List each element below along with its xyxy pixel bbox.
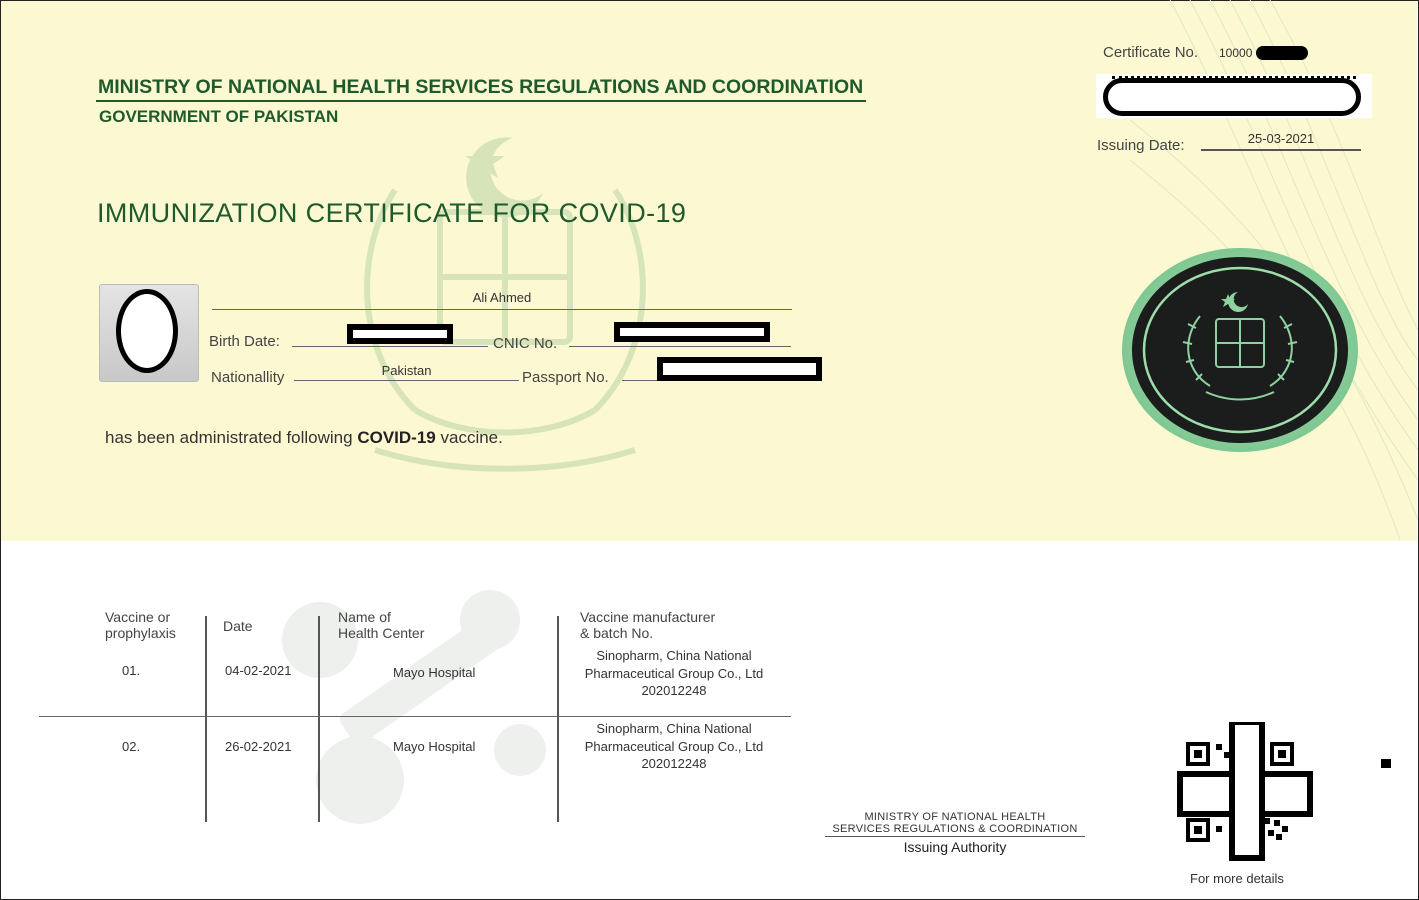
qr-code[interactable] xyxy=(1166,722,1314,862)
barcode-redaction xyxy=(1103,78,1361,116)
table-divider-2 xyxy=(318,616,320,822)
header-health-center xyxy=(338,609,424,641)
row2-dose: 02. xyxy=(122,739,141,754)
nationality-underline xyxy=(294,380,519,381)
header-vaccine-line2: prophylaxis xyxy=(105,625,176,641)
row2-manufacturer-line1: Sinopharm, China National xyxy=(596,721,752,736)
header-vaccine xyxy=(105,609,176,641)
row2-date: 26-02-2021 xyxy=(225,739,292,754)
row1-date: 04-02-2021 xyxy=(225,663,292,678)
row1-manufacturer-line1: Sinopharm, China National xyxy=(596,648,752,663)
header-manufacturer-line2: & batch No. xyxy=(580,625,654,641)
ministry-seal xyxy=(1120,246,1360,456)
birth-date-redaction xyxy=(347,324,453,344)
certificate-number-value: 10000 xyxy=(1219,46,1253,60)
cnic-underline xyxy=(569,346,791,347)
row1-dose: 01. xyxy=(122,663,141,678)
holder-photo xyxy=(99,284,199,382)
ministry-name: MINISTRY OF NATIONAL HEALTH SERVICES REGULATIONS AND COORDINATION xyxy=(96,76,866,102)
administration-statement xyxy=(105,428,503,448)
name-underline xyxy=(212,309,792,310)
certificate-title: IMMUNIZATION CERTIFICATE FOR COVID-19 xyxy=(97,198,687,228)
table-divider-3 xyxy=(557,616,559,822)
cnic-redaction xyxy=(614,322,770,342)
statement-suffix: vaccine. xyxy=(440,428,503,447)
passport-redaction xyxy=(657,357,822,381)
row2-batch: 202012248 xyxy=(641,756,707,771)
row1-manufacturer-line2: Pharmaceutical Group Co., Ltd xyxy=(584,665,764,681)
nationality-value: Pakistan xyxy=(381,363,432,378)
nationality-label: Nationallity xyxy=(211,369,285,386)
authority-line1: MINISTRY OF NATIONAL HEALTH xyxy=(864,811,1046,823)
row1-center: Mayo Hospital xyxy=(393,665,476,680)
qr-caption: For more details xyxy=(1190,871,1284,886)
header-vaccine-line1: Vaccine or xyxy=(105,609,171,625)
authority-ministry xyxy=(826,811,1084,835)
certificate-number-label: Certificate No. xyxy=(1103,44,1199,61)
cnic-label: CNIC No. xyxy=(493,335,558,352)
row1-batch: 202012248 xyxy=(641,683,707,698)
row1-manufacturer xyxy=(560,647,788,700)
corner-mark xyxy=(1381,759,1391,768)
header-date: Date xyxy=(223,618,253,634)
header-center-line2: Health Center xyxy=(338,625,425,641)
issuing-authority-label: Issuing Authority xyxy=(903,839,1007,855)
holder-name: Ali Ahmed xyxy=(472,290,532,305)
header-manufacturer-line1: Vaccine manufacturer xyxy=(580,609,716,625)
birth-date-underline xyxy=(292,346,488,347)
qr-code-graphic xyxy=(1166,722,1314,862)
passport-label: Passport No. xyxy=(522,369,609,386)
authority-rule xyxy=(825,836,1085,837)
issuing-date-label: Issuing Date: xyxy=(1097,137,1185,154)
row2-center: Mayo Hospital xyxy=(393,739,476,754)
authority-line2: SERVICES REGULATIONS & COORDINATION xyxy=(832,823,1078,835)
government-name: GOVERNMENT OF PAKISTAN xyxy=(99,107,339,126)
statement-prefix: has been administrated following xyxy=(105,428,353,447)
table-divider-1 xyxy=(205,616,207,822)
statement-vaccine: COVID-19 xyxy=(357,428,436,447)
photo-redaction xyxy=(116,289,178,373)
row2-manufacturer xyxy=(560,720,788,773)
issuing-date-value: 25-03-2021 xyxy=(1247,131,1315,146)
header-center-line1: Name of xyxy=(338,609,391,625)
row2-manufacturer-line2: Pharmaceutical Group Co., Ltd xyxy=(584,738,764,754)
table-row-separator xyxy=(39,716,791,717)
header-manufacturer xyxy=(580,609,715,641)
issuing-date-underline xyxy=(1201,149,1361,151)
certificate-number-redaction xyxy=(1256,46,1308,60)
birth-date-label: Birth Date: xyxy=(209,333,280,350)
